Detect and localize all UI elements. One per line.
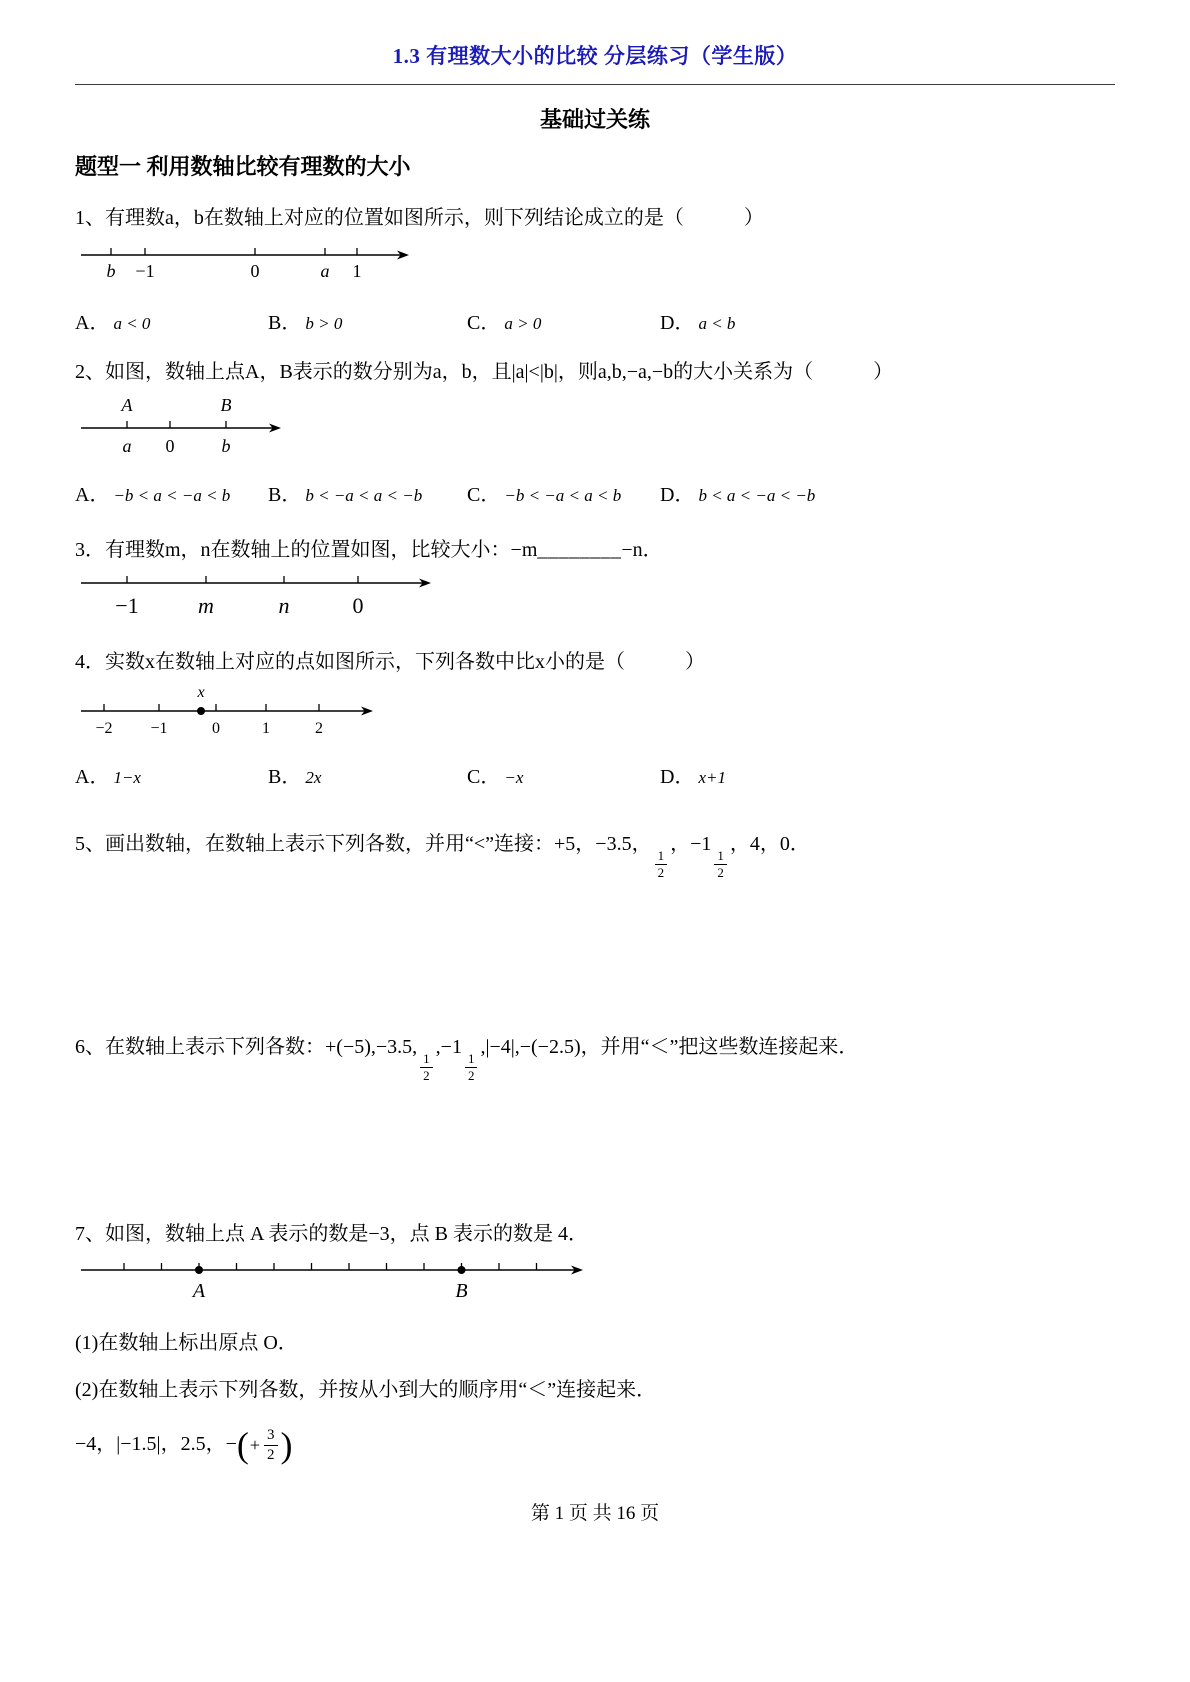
q4-option-c-value: −x xyxy=(504,768,524,787)
q6-stem xyxy=(75,1032,1115,1085)
svg-text:2: 2 xyxy=(315,720,323,737)
q3-answer-blank: ________ xyxy=(537,539,622,561)
q2-option-b xyxy=(268,478,467,507)
q5-fraction-1-numerator: 1 xyxy=(655,848,668,865)
q1-option-d xyxy=(660,306,1115,335)
q2-option-c-label: C． xyxy=(467,484,501,506)
q2-option-a xyxy=(75,478,268,507)
q1-option-a-label: A． xyxy=(75,312,110,334)
q1-option-a xyxy=(75,306,268,335)
svg-text:n: n xyxy=(278,593,290,618)
q2-option-d-value: b < a < −a < −b xyxy=(698,486,816,505)
q5-text-prefix: 5、画出数轴，在数轴上表示下列各数，并用“<”连接：+5，−3.5， xyxy=(75,833,652,855)
q2-number-line xyxy=(79,395,1115,462)
q5-fraction-1-denominator: 2 xyxy=(657,865,665,881)
svg-text:0: 0 xyxy=(212,720,220,737)
q7-open-paren: ( xyxy=(236,1424,249,1465)
q6-text-prefix: 6、在数轴上表示下列各数：+(−5),−3.5, xyxy=(75,1035,418,1058)
svg-text:−1: −1 xyxy=(115,593,139,618)
q1-option-b xyxy=(268,306,467,335)
svg-text:a: a xyxy=(320,261,330,281)
question-6 xyxy=(75,1032,1115,1085)
q4-option-a xyxy=(75,760,268,789)
svg-text:0: 0 xyxy=(165,436,175,456)
q6-fraction-2 xyxy=(465,1051,478,1085)
q1-stem: 1、有理数a，b在数轴上对应的位置如图所示，则下列结论成立的是（ ） xyxy=(75,207,764,229)
svg-text:−1: −1 xyxy=(150,720,168,737)
q4-options xyxy=(75,760,1115,789)
q2-option-a-label: A． xyxy=(75,484,110,506)
q7-close-paren: ) xyxy=(280,1424,293,1465)
q7-number-line xyxy=(79,1257,1115,1308)
svg-text:a: a xyxy=(122,436,132,456)
q3-number-line xyxy=(79,570,1115,625)
q6-fraction-1-numerator: 1 xyxy=(420,1051,433,1068)
q3-stem xyxy=(75,533,1115,562)
q1-option-c xyxy=(467,306,660,335)
q2-stem: 2、如图，数轴上点A，B表示的数分别为a，b，且|a|<|b|，则a,b,−a,−b的大小关系为（ ） xyxy=(75,361,894,383)
q2-option-b-value: b < −a < a < −b xyxy=(305,486,423,505)
q3-stem-prefix: 3．有理数m，n在数轴上的位置如图，比较大小：−m xyxy=(75,539,538,561)
svg-text:0: 0 xyxy=(250,261,260,281)
q4-option-a-value: 1−x xyxy=(113,768,141,787)
section-title: 基础过关练 xyxy=(539,107,650,132)
svg-text:B: B xyxy=(455,1280,468,1302)
q6-text-mid-1: ,−1 xyxy=(435,1035,462,1058)
q5-fraction-1 xyxy=(655,848,668,882)
q5-fraction-2 xyxy=(714,848,727,882)
question-2 xyxy=(75,357,1115,507)
q2-option-a-value: −b < a < −a < b xyxy=(113,486,231,505)
q7-numbers-prefix: −4，|−1.5|，2.5，− xyxy=(75,1432,237,1455)
q7-part-1: (1)在数轴上标出原点 O． xyxy=(75,1332,298,1354)
q4-option-c xyxy=(467,760,660,789)
q4-number-line xyxy=(79,685,1115,744)
question-5 xyxy=(75,829,1115,882)
q1-option-d-value: a < b xyxy=(698,314,736,333)
svg-text:A: A xyxy=(121,395,133,415)
q6-fraction-2-numerator: 1 xyxy=(465,1051,478,1068)
q3-stem-suffix: −n． xyxy=(621,539,663,561)
header-divider xyxy=(75,84,1115,85)
q1-option-d-label: D． xyxy=(660,312,695,334)
q1-number-line xyxy=(79,241,1115,290)
topic-heading: 题型一 利用数轴比较有理数的大小 xyxy=(75,154,411,179)
q2-option-d xyxy=(660,478,1115,507)
q4-option-a-label: A． xyxy=(75,766,110,788)
q7-paren-expression xyxy=(237,1426,293,1465)
svg-text:m: m xyxy=(198,593,214,618)
q5-stem xyxy=(75,829,1115,882)
q2-option-c-value: −b < −a < a < b xyxy=(504,486,622,505)
svg-text:b: b xyxy=(221,436,231,456)
q7-fraction xyxy=(264,1426,278,1465)
q1-option-a-value: a < 0 xyxy=(113,314,151,333)
q4-option-c-label: C． xyxy=(467,766,501,788)
q7-number-list xyxy=(75,1426,1115,1465)
question-1 xyxy=(75,203,1115,335)
doc-title: 1.3 有理数大小的比较 分层练习（学生版） xyxy=(392,44,798,68)
q4-option-b-label: B． xyxy=(268,766,302,788)
q1-options xyxy=(75,306,1115,335)
q6-text-mid-2: ,|−4|,−(−2.5) xyxy=(480,1035,581,1058)
q6-fraction-1 xyxy=(420,1051,433,1085)
q7-fraction-numerator: 3 xyxy=(264,1426,278,1446)
q7-plus-sign: + xyxy=(249,1434,261,1455)
svg-text:x: x xyxy=(197,685,205,701)
svg-text:1: 1 xyxy=(262,720,270,737)
question-4 xyxy=(75,647,1115,789)
q4-option-b-value: 2x xyxy=(305,768,322,787)
q4-option-b xyxy=(268,760,467,789)
svg-text:1: 1 xyxy=(352,261,362,281)
q4-stem: 4．实数x在数轴上对应的点如图所示，下列各数中比x小的是（ ） xyxy=(75,651,705,673)
svg-text:A: A xyxy=(192,1280,206,1302)
page-footer: 第 1 页 共 16 页 xyxy=(530,1503,660,1524)
q7-stem: 7、如图，数轴上点 A 表示的数是−3，点 B 表示的数是 4． xyxy=(75,1223,588,1245)
q2-option-b-label: B． xyxy=(268,484,302,506)
svg-text:b: b xyxy=(106,261,116,281)
q2-options xyxy=(75,478,1115,507)
doc-header xyxy=(75,40,1115,85)
q1-option-c-value: a > 0 xyxy=(504,314,542,333)
q5-text-mid: ，−1 xyxy=(670,833,712,855)
q1-option-c-label: C． xyxy=(467,312,501,334)
q5-text-suffix: ，4，0． xyxy=(729,833,810,855)
q5-fraction-2-numerator: 1 xyxy=(714,848,727,865)
q6-fraction-2-denominator: 2 xyxy=(467,1067,475,1083)
q4-option-d-value: x+1 xyxy=(698,768,726,787)
q5-fraction-2-denominator: 2 xyxy=(717,865,724,881)
q4-option-d xyxy=(660,760,1115,789)
question-3 xyxy=(75,533,1115,625)
svg-text:B: B xyxy=(220,395,232,415)
svg-text:−1: −1 xyxy=(135,261,155,281)
q6-text-suffix: ，并用“＜”把这些数连接起来． xyxy=(580,1035,859,1058)
q2-option-c xyxy=(467,478,660,507)
q1-option-b-label: B． xyxy=(268,312,302,334)
q7-part-2: (2)在数轴上表示下列各数，并按从小到大的顺序用“＜”连接起来． xyxy=(75,1379,657,1401)
question-7 xyxy=(75,1219,1115,1465)
svg-text:−2: −2 xyxy=(95,720,113,737)
svg-text:0: 0 xyxy=(352,593,364,618)
q2-option-d-label: D． xyxy=(660,484,695,506)
q4-option-d-label: D． xyxy=(660,766,695,788)
q6-fraction-1-denominator: 2 xyxy=(423,1067,430,1083)
q7-fraction-denominator: 2 xyxy=(267,1446,275,1463)
q1-option-b-value: b > 0 xyxy=(305,314,343,333)
